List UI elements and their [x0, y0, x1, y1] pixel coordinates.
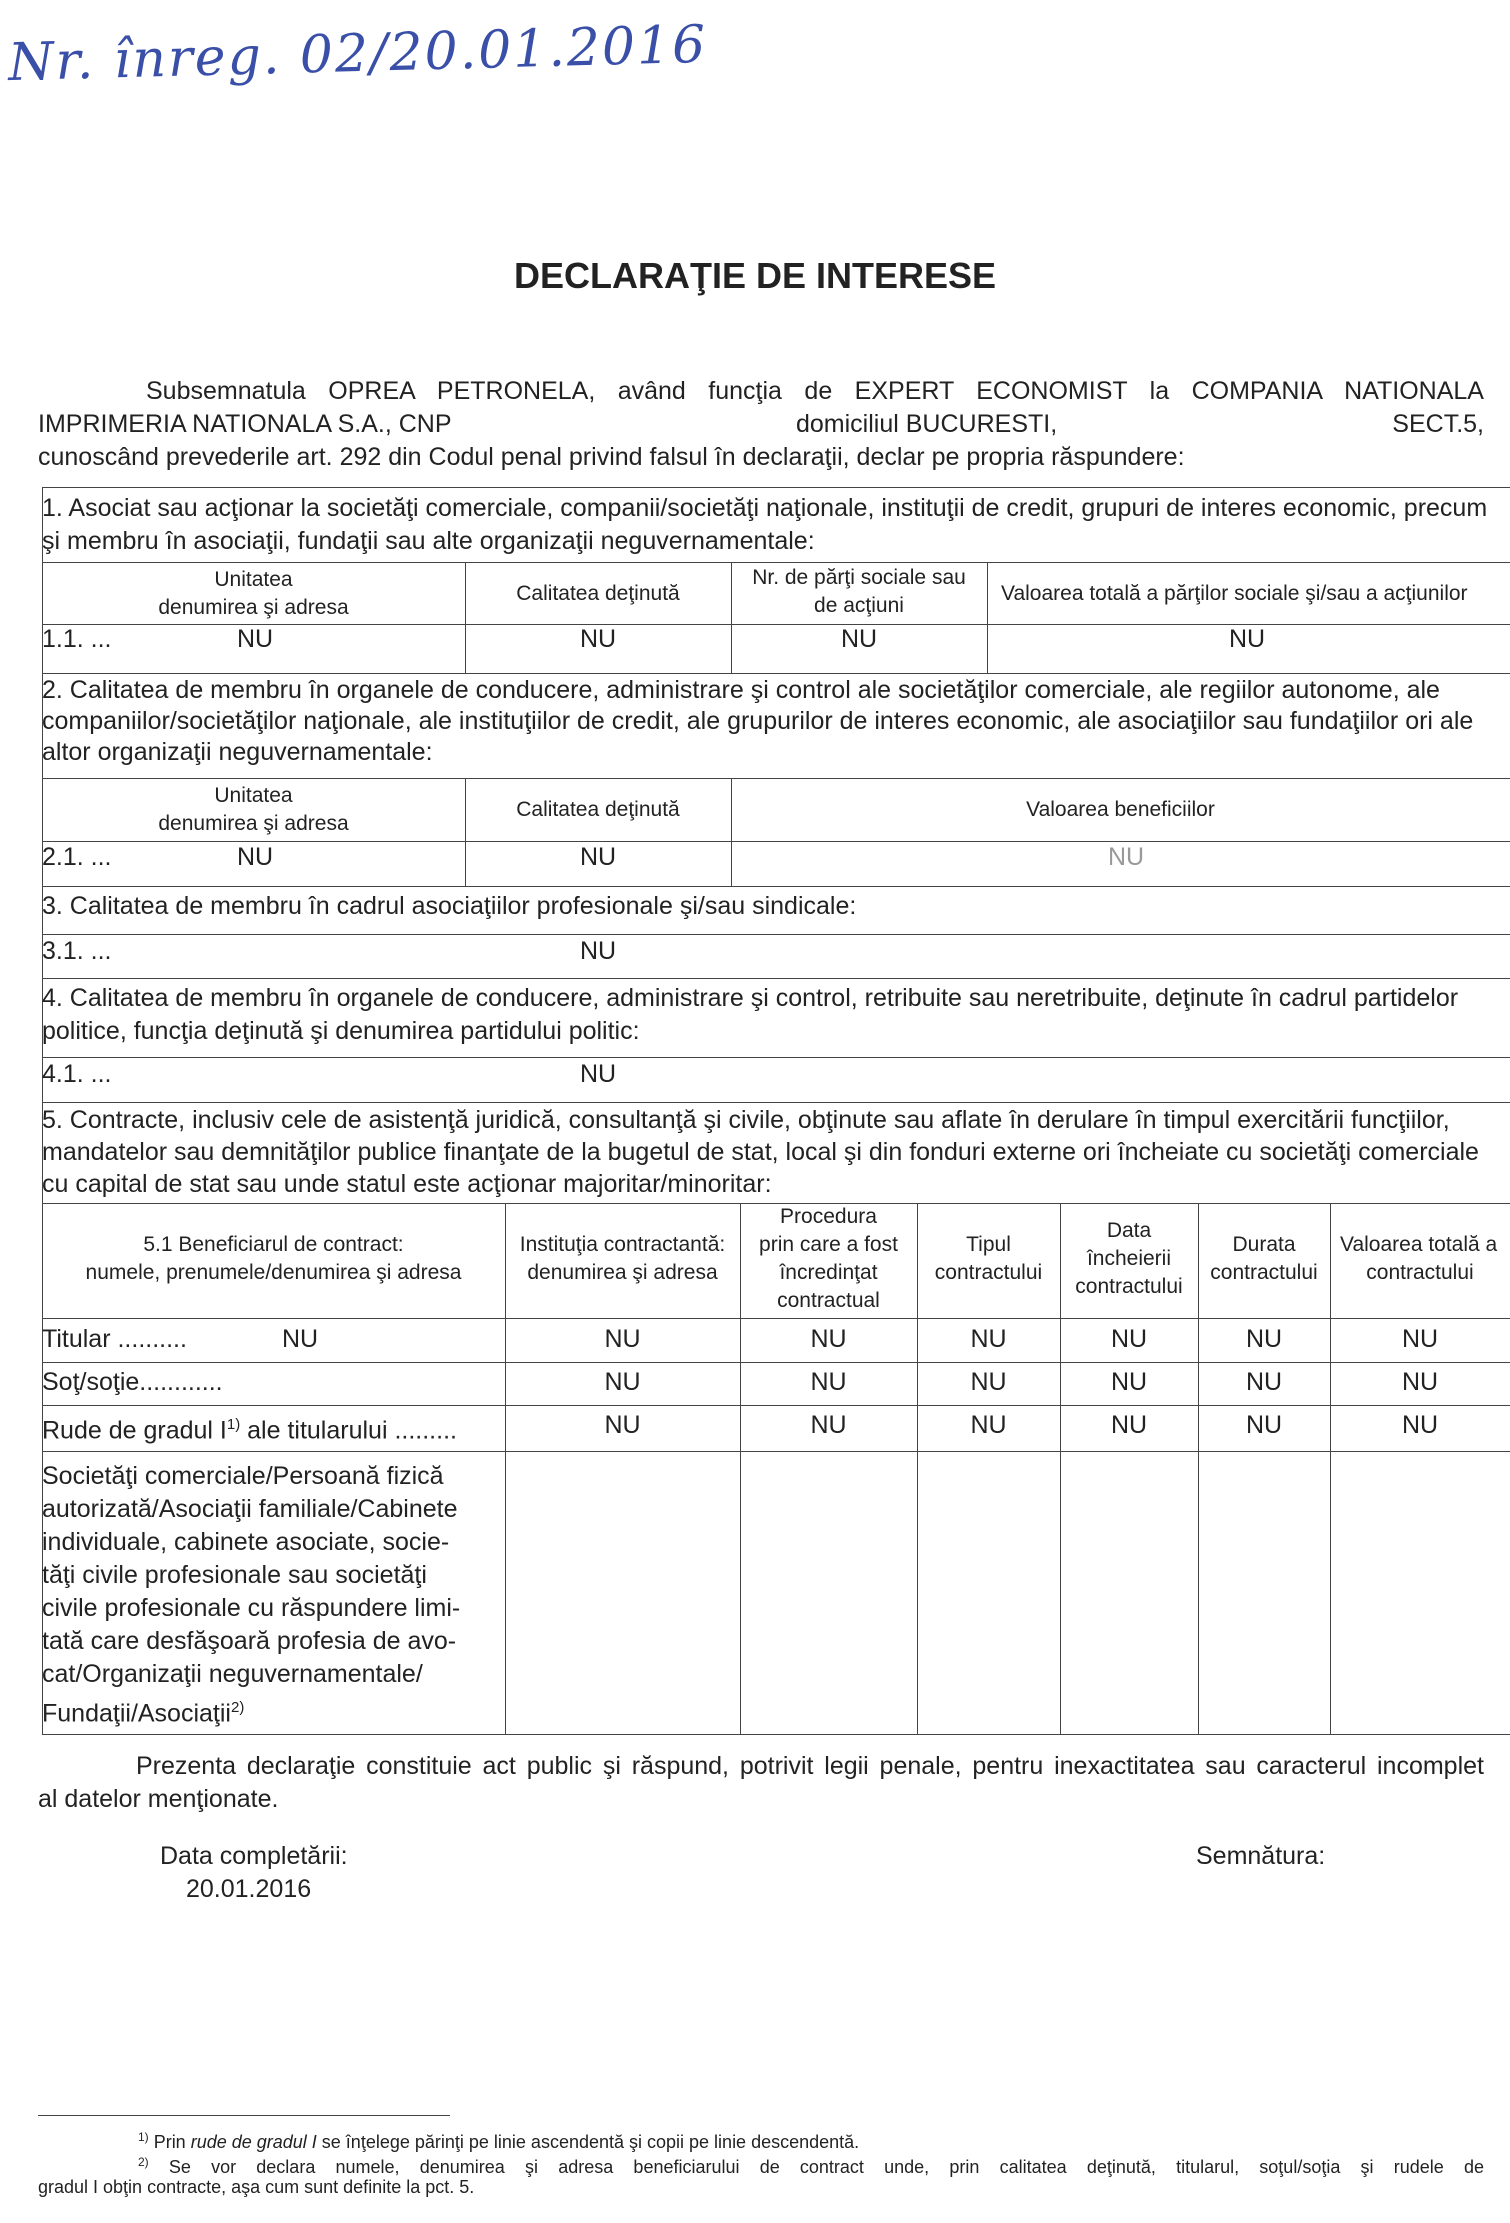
s5-row-relatives-label: Rude de gradul $I^{1)}$ ale titularului ......... [42, 1416, 457, 1445]
section-5-line-3: cu capital de stat sau unde statul este acţionar majoritar/minoritar: [42, 1170, 772, 1198]
section-5-line-1: 5. Contracte, inclusiv cele de asistenţă juridică, consultanţă şi civile, obţinute sau aflate în derulare în timpul exercitării funcţiilor, [42, 1106, 1450, 1134]
s5-row-relatives-institution: NU [604, 1411, 641, 1439]
s2-col-unit-a: Unitatea [214, 784, 293, 807]
s2-col-unit-b: denumirea şi adresa [158, 812, 349, 835]
s1-col-unit-a: Unitatea [214, 568, 293, 591]
s5-row-relatives-total: NU [1401, 1411, 1439, 1439]
s1-col-unit-b: denumirea şi adresa [158, 596, 349, 619]
footnote-2-line-1: $^{2)}$ Se vor declara numele, denumirea şi adresa beneficiarului de contract unde, prin calitatea deţinută, titularul, soţul/soţia şi rudele de [138, 2155, 1484, 2177]
s5-header-procedure-d: contractual [777, 1289, 880, 1312]
s5-row-spouse-institution: NU [604, 1368, 641, 1396]
closing-line-2: al datelor menţionate. [38, 1785, 279, 1813]
footnote-2-line-2: gradul I obţin contracte, aşa cum sunt definite la pct. 5. [38, 2177, 475, 2197]
s5-row-relatives-date: NU [1110, 1411, 1148, 1439]
date-value: 20.01.2016 [186, 1875, 312, 1903]
s5-row-spouse-duration: NU [1245, 1368, 1283, 1396]
s5-header-date-c: contractului [1075, 1275, 1183, 1298]
s5-header-total-a: Valoarea totală a [1340, 1233, 1498, 1256]
intro-line-3: cunoscând prevederile art. 292 din Codul penal privind falsul în declaraţii, declar pe propria răspundere: [38, 443, 1185, 471]
s5-row-titular-total: NU [1401, 1325, 1439, 1353]
s5-row-spouse-date: NU [1110, 1368, 1148, 1396]
section-1-line-1: 1. Asociat sau acţionar la societăţi comerciale, companii/societăţi naţionale, instituţii de credit, grupuri de interes economic, precum [42, 494, 1488, 522]
section-3-line-1: 3. Calitatea de membru în cadrul asociaţiilor profesionale şi/sau sindicale: [42, 892, 857, 920]
closing-line-1: Prezenta declaraţie constituie act public şi răspund, potrivit legii penale, pentru inexactitatea sau caracterul incomplet [136, 1752, 1484, 1780]
section-4-line-2: politice, funcţia deţinută şi denumirea partidului politic: [42, 1017, 640, 1045]
intro-line-2 [38, 408, 1484, 441]
s5-row-spouse-total: NU [1401, 1368, 1439, 1396]
footnote-1: $^{1)}$ Prin rude de gradul I se înţelege părinţi pe linie ascendentă şi copii pe linie descendentă. [138, 2130, 860, 2152]
section-1-line-2: şi membru în asociaţii, fundaţii sau alte organizaţii neguvernamentale: [42, 527, 815, 555]
s1-row-shares: NU [840, 625, 878, 653]
s4-row-value: NU [579, 1060, 617, 1088]
s1-col-total-value: Valoarea totală a părţilor sociale şi/sau a acţiunilor [1001, 582, 1468, 605]
s1-col-shares-b: de acţiuni [814, 594, 904, 617]
s2-col-quality: Calitatea deţinută [516, 798, 680, 821]
s5-header-type-a: Tipul [966, 1233, 1011, 1256]
s5-header-beneficiary-a: 5.1 Beneficiarul de contract: [143, 1233, 404, 1256]
s5-row-titular-date: NU [1110, 1325, 1148, 1353]
s5-row-companies-label: Societăţi comerciale/Persoană fizică autorizată/Asociaţii familiale/Cabinete individuale, cabinete asociate, socie- tăţi civile profesionale sau societăţi civile profesionale cu răspundere limi- tată care desfăşoară profesia de avo- cat/Organizaţii neguvernamentale/ Fundaţii/Asociaţii$^{2)}$ [42, 1462, 461, 1728]
s5-header-type-b: contractului [934, 1261, 1043, 1284]
s1-col-shares-a: Nr. de părţi sociale sau [752, 566, 966, 589]
s2-col-benefits: Valoarea beneficiilor [1026, 798, 1215, 821]
s5-row-relatives-procedure: NU [810, 1411, 847, 1439]
s5-header-beneficiary-b: numele, prenumele/denumirea şi adresa [85, 1261, 462, 1284]
s1-row-unit: NU [236, 625, 274, 653]
s5-row-titular-procedure: NU [810, 1325, 847, 1353]
s2-row-label: 2.1. ... [42, 843, 112, 871]
section-2-line-2: companiilor/societăţilor naţionale, ale instituţiilor de credit, ale grupurilor de interes economic, ale asociaţiilor sau fundaţiilor ori ale [42, 707, 1474, 735]
intro-cnp: IMPRIMERIA NATIONALA S.A., CNP [38, 410, 452, 438]
s5-row-titular-beneficiary: NU [281, 1325, 319, 1353]
s5-header-procedure-c: încredinţat [779, 1261, 878, 1284]
s5-row-relatives-duration: NU [1245, 1411, 1283, 1439]
s5-header-total-b: contractului [1366, 1261, 1474, 1284]
s5-row-spouse-type: NU [970, 1368, 1007, 1396]
section-4-line-1: 4. Calitatea de membru în organele de conducere, administrare şi control, retribuite sau neretribuite, deţinute în cadrul partidelor [42, 984, 1459, 1012]
s5-row-titular-duration: NU [1245, 1325, 1283, 1353]
s5-header-duration-a: Durata [1232, 1233, 1296, 1256]
s5-header-institution-a: Instituţia contractantă: [519, 1233, 726, 1256]
s3-row-value: NU [579, 937, 617, 965]
s5-header-date-a: Data [1106, 1219, 1152, 1242]
section-2-line-3: altor organizaţii neguvernamentale: [42, 738, 433, 766]
s1-row-quality: NU [579, 625, 617, 653]
s5-row-spouse-procedure: NU [810, 1368, 847, 1396]
s5-row-titular-label: Titular .......... [42, 1325, 187, 1353]
s1-row-label: 1.1. ... [42, 625, 112, 653]
s3-row-label: 3.1. ... [42, 937, 112, 965]
s5-row-titular-institution: NU [604, 1325, 641, 1353]
s5-row-titular-type: NU [970, 1325, 1007, 1353]
s5-header-procedure-b: prin care a fost [759, 1233, 898, 1256]
s5-header-institution-b: denumirea şi adresa [527, 1261, 718, 1284]
date-label: Data completării: [160, 1842, 348, 1870]
s2-row-quality: NU [579, 843, 617, 871]
s5-header-date-b: încheierii [1086, 1247, 1172, 1270]
intro-sector: SECT.5, [1392, 410, 1484, 438]
s5-row-spouse-label: Soţ/soţie............ [42, 1368, 223, 1396]
s2-row-unit: NU [236, 843, 274, 871]
s5-header-duration-b: contractului [1210, 1261, 1318, 1284]
document-title: DECLARAŢIE DE INTERESE [513, 255, 997, 296]
s1-row-total-value: NU [1228, 625, 1266, 653]
section-2-line-1: 2. Calitatea de membru în organele de conducere, administrare şi control ale societăţilor comerciale, ale regiilor autonome, ale [42, 676, 1440, 704]
s2-row-benefits: NU [1107, 843, 1145, 871]
s5-row-relatives-type: NU [970, 1411, 1007, 1439]
intro-domicile: domiciliul BUCURESTI, [796, 410, 1058, 438]
s5-header-procedure-a: Procedura [780, 1205, 877, 1228]
intro-line-1: Subsemnatula OPREA PETRONELA, având funcţia de EXPERT ECONOMIST la COMPANIA NATIONALA [146, 377, 1484, 405]
s1-col-quality: Calitatea deţinută [516, 582, 680, 605]
signature-label: Semnătura: [1196, 1842, 1326, 1870]
handwritten-registration-number: Nr. înreg. 02/20.01.2016 [7, 14, 708, 94]
s4-row-label: 4.1. ... [42, 1060, 112, 1088]
section-5-line-2: mandatelor sau demnităţilor publice finanţate de la bugetul de stat, local şi din fonduri externe ori încheiate cu societăţi comerciale [42, 1138, 1479, 1166]
